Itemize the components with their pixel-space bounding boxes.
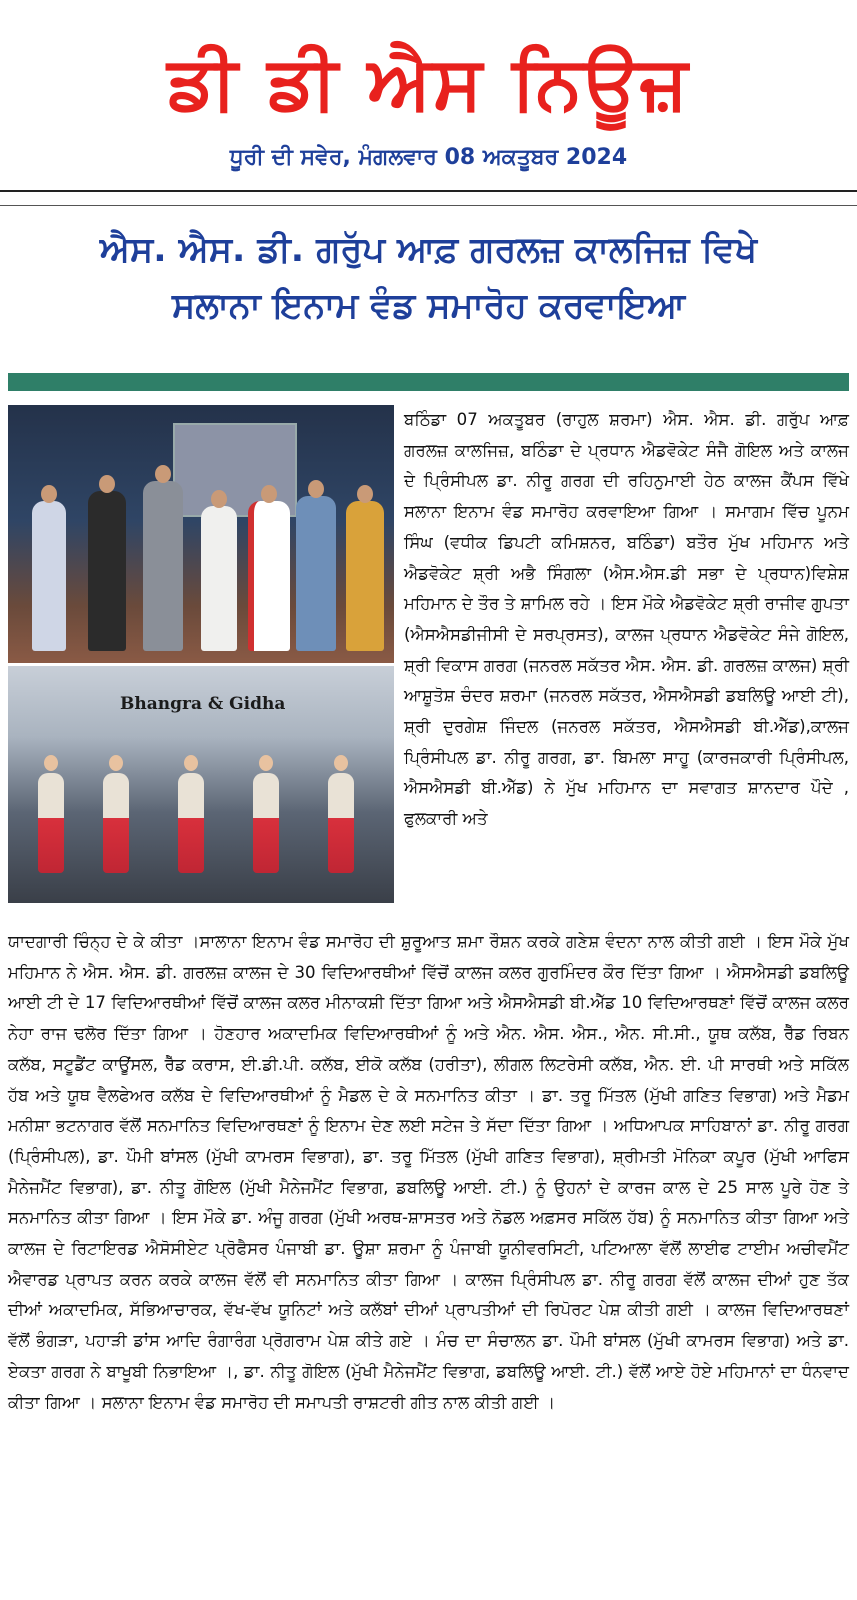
headline <box>8 222 849 334</box>
dancer-head <box>259 755 273 771</box>
dancer-head <box>109 755 123 771</box>
figure-head <box>308 480 324 498</box>
dancer-head <box>184 755 198 771</box>
figure-head <box>155 465 171 483</box>
stage-banner: Bhangra & Gidha <box>120 694 286 714</box>
dancer <box>253 773 279 873</box>
dancer <box>103 773 129 873</box>
figure <box>32 501 66 651</box>
dancer-head <box>44 755 58 771</box>
headline-line-1: ਐਸ. ਐਸ. ਡੀ. ਗਰੁੱਪ ਆਫ਼ ਗਰਲਜ਼ ਕਾਲਜਿਜ਼ ਵਿਖੇ <box>99 230 758 270</box>
figure <box>143 481 183 651</box>
article-full-width-text: ਯਾਦਗਾਰੀ ਚਿੰਨ੍ਹ ਦੇ ਕੇ ਕੀਤਾ ।ਸਾਲਾਨਾ ਇਨਾਮ ਵੰਡ ਸਮਾਰੋਹ ਦੀ ਸ਼ੁਰੂਆਤ ਸ਼ਮਾ ਰੌਸ਼ਨ ਕਰਕੇ ਗਣੇਸ਼ ਵੰਦਨਾ ਨਾਲ ਕੀਤੀ ਗਈ । ਇਸ ਮੌਕੇ ਮੁੱਖ ਮਹਿਮਾਨ ਨੇ ਐਸ. ਐਸ. ਡੀ. ਗਰਲਜ਼ ਕਾਲਜ ਦੇ 30 ਵਿਦਿਆਰਥੀਆਂ ਵਿੱਚੋਂ ਕਾਲਜ ਕਲਰ ਗੁਰਮਿੰਦਰ ਕੌਰ ਦਿੱਤਾ ਗਿਆ । ਐਸਐਸਡੀ ਡਬਲਿਊ ਆਈ ਟੀ ਦੇ 17 ਵਿਦਿਆਰਥੀਆਂ ਵਿੱਚੋਂ ਕਾਲਜ ਕਲਰ ਮੀਨਾਕਸ਼ੀ ਦਿੱਤਾ ਗਿਆ ਅਤੇ ਐਸਐਸਡੀ ਬੀ.ਐੱਡ 10 ਵਿਦਿਆਰਥਣਾਂ ਵਿੱਚੋਂ ਕਾਲਜ ਕਲਰ ਨੇਹਾ ਰਾਜ ਢਲੋਰ ਦਿੱਤਾ ਗਿਆ । ਹੋਣਹਾਰ ਅਕਾਦਮਿਕ ਵਿਦਿਆਰਥੀਆਂ ਨੂੰ ਅਤੇ ਐਨ. ਐਸ. ਐਸ., ਐਨ. ਸੀ.ਸੀ., ਯੂਥ ਕਲੱਬ, ਰੈੱਡ ਰਿਬਨ ਕਲੱਬ, ਸਟੂਡੈਂਟ ਕਾਊਂਸਲ, ਰੈੱਡ ਕਰਾਸ, ਈ.ਡੀ.ਪੀ. ਕਲੱਬ, ਈਕੋ ਕਲੱਬ (ਹਰੀਤਾ), ਲੀਗਲ ਲਿਟਰੇਸੀ ਕਲੱਬ, ਐਨ. ਈ. ਪੀ ਸਾਰਥੀ ਅਤੇ ਸਕਿੱਲ ਹੱਬ ਅਤੇ ਯੂਥ ਵੈਲਫੇਅਰ ਕਲੱਬ ਦੇ ਵਿਦਿਆਰਥੀਆਂ ਨੂੰ ਮੈਡਲ ਦੇ ਕੇ ਸਨਮਾਨਿਤ ਕੀਤਾ । ਡਾ. ਤਰੂ ਮਿੱਤਲ (ਮੁੱਖੀ ਗਣਿਤ ਵਿਭਾਗ) ਅਤੇ ਮੈਡਮ ਮਨੀਸ਼ਾ ਭਟਨਾਗਰ ਵੱਲੋਂ ਸਨਮਾਨਿਤ ਵਿਦਿਆਰਥਣਾਂ ਨੂੰ ਇਨਾਮ ਦੇਣ ਲਈ ਸਟੇਜ ਤੇ ਸੱਦਾ ਦਿੱਤਾ ਗਿਆ । ਅਧਿਆਪਕ ਸਾਹਿਬਾਨਾਂ ਡਾ. ਨੀਰੂ ਗਰਗ (ਪ੍ਰਿੰਸੀਪਲ), ਡਾ. ਪੌਮੀ ਬਾਂਸਲ (ਮੁੱਖੀ ਕਾਮਰਸ ਵਿਭਾਗ), ਡਾ. ਤਰੂ ਮਿੱਤਲ (ਮੁੱਖੀ ਗਣਿਤ ਵਿਭਾਗ), ਸ਼੍ਰੀਮਤੀ ਮੋਨਿਕਾ ਕਪੂਰ (ਮੁੱਖੀ ਆਫਿਸ ਮੈਨੇਜਮੈਂਟ ਵਿਭਾਗ), ਡਾ. ਨੀਤੂ ਗੋਇਲ (ਮੁੱਖੀ ਮੈਨੇਜਮੈਂਟ ਵਿਭਾਗ, ਡਬਲਿਊ ਆਈ. ਟੀ.) ਨੂੰ ਉਹਨਾਂ ਦੇ ਕਾਰਜ ਕਾਲ ਦੇ 25 ਸਾਲ ਪੂਰੇ ਹੋਣ ਤੇ ਸਨਮਾਨਿਤ ਕੀਤਾ ਗਿਆ । ਇਸ ਮੌਕੇ ਡਾ. ਅੰਜੂ ਗਰਗ (ਮੁੱਖੀ ਅਰਥ-ਸ਼ਾਸਤਰ ਅਤੇ ਨੋਡਲ ਅਫ਼ਸਰ ਸਕਿੱਲ ਹੱਬ) ਨੂੰ ਸਨਮਾਨਿਤ ਕੀਤਾ ਗਿਆ ਅਤੇ ਕਾਲਜ ਦੇ ਰਿਟਾਇਰਡ ਐਸੋਸੀਏਟ ਪ੍ਰੋਫੈਸਰ ਪੰਜਾਬੀ ਡਾ. ਊਸ਼ਾ ਸ਼ਰਮਾ ਨੂੰ ਪੰਜਾਬੀ ਯੂਨੀਵਰਸਿਟੀ, ਪਟਿਆਲਾ ਵੱਲੋਂ ਲਾਈਫ ਟਾਈਮ ਅਚੀਵਮੈਂਟ ਐਵਾਰਡ ਪ੍ਰਾਪਤ ਕਰਨ ਕਰਕੇ ਕਾਲਜ ਵੱਲੋਂ ਵੀ ਸਨਮਾਨਿਤ ਕੀਤਾ ਗਿਆ । ਕਾਲਜ ਪ੍ਰਿੰਸੀਪਲ ਡਾ. ਨੀਰੂ ਗਰਗ ਵੱਲੋਂ ਕਾਲਜ ਦੀਆਂ ਹੁਣ ਤੱਕ ਦੀਆਂ ਅਕਾਦਮਿਕ, ਸੱਭਿਆਚਾਰਕ, ਵੱਖ-ਵੱਖ ਯੂਨਿਟਾਂ ਅਤੇ ਕਲੱਬਾਂ ਦੀਆਂ ਪ੍ਰਾਪਤੀਆਂ ਦੀ ਰਿਪੋਰਟ ਪੇਸ਼ ਕੀਤੀ ਗਈ । ਕਾਲਜ ਵਿਦਿਆਰਥਣਾਂ ਵੱਲੋਂ ਭੰਗੜਾ, ਪਹਾੜੀ ਡਾਂਸ ਆਦਿ ਰੰਗਾਰੰਗ ਪ੍ਰੋਗਰਾਮ ਪੇਸ਼ ਕੀਤੇ ਗਏ । ਮੰਚ ਦਾ ਸੰਚਾਲਨ ਡਾ. ਪੌਮੀ ਬਾਂਸਲ (ਮੁੱਖੀ ਕਾਮਰਸ ਵਿਭਾਗ) ਅਤੇ ਡਾ. ਏਕਤਾ ਗਰਗ ਨੇ ਬਾਖੂਬੀ ਨਿਭਾਇਆ ।, ਡਾ. ਨੀਤੂ ਗੋਇਲ (ਮੁੱਖੀ ਮੈਨੇਜਮੈਂਟ ਵਿਭਾਗ, ਡਬਲਿਊ ਆਈ. ਟੀ.) ਵੱਲੋਂ ਆਏ ਹੋਏ ਮਹਿਮਾਨਾਂ ਦਾ ਧੰਨਵਾਦ ਕੀਤਾ ਗਿਆ । ਸਲਾਨਾ ਇਨਾਮ ਵੰਡ ਸਮਾਰੋਹ ਦੀ ਸਮਾਪਤੀ ਰਾਸ਼ਟਰੀ ਗੀਤ ਨਾਲ ਕੀਤੀ ਗਈ । <box>8 932 849 1412</box>
figure-head <box>357 485 373 503</box>
figure-head <box>261 485 277 503</box>
figure-head <box>41 485 57 503</box>
figure <box>88 491 126 651</box>
newspaper-brand: ਡੀ ਡੀ ਐਸ ਨਿਊਜ਼ <box>167 40 690 126</box>
dancer <box>38 773 64 873</box>
dancer <box>178 773 204 873</box>
dancer-head <box>334 755 348 771</box>
divider-bottom <box>0 205 857 206</box>
dancer <box>328 773 354 873</box>
figure <box>296 496 336 651</box>
color-band <box>8 373 849 391</box>
divider-top <box>0 190 857 192</box>
figure <box>248 501 290 651</box>
article-column-text: ਬਠਿੰਡਾ 07 ਅਕਤੂਬਰ (ਰਾਹੁਲ ਸ਼ਰਮਾ) ਐਸ. ਐਸ. ਡੀ. ਗਰੁੱਪ ਆਫ਼ ਗਰਲਜ਼ ਕਾਲਜਿਜ਼, ਬਠਿੰਡਾ ਦੇ ਪ੍ਰਧਾਨ ਐਡਵੋਕੇਟ ਸੰਜੈ ਗੋਇਲ ਅਤੇ ਕਾਲਜ ਦੇ ਪ੍ਰਿੰਸੀਪਲ ਡਾ. ਨੀਰੂ ਗਰਗ ਦੀ ਰਹਿਨੁਮਾਈ ਹੇਠ ਕਾਲਜ ਕੈਂਪਸ ਵਿੱਖੇ ਸਲਾਨਾ ਇਨਾਮ ਵੰਡ ਸਮਾਰੋਹ ਕਰਵਾਇਆ ਗਿਆ । ਸਮਾਗਮ ਵਿੱਚ ਪੂਨਮ ਸਿੰਘ (ਵਧੀਕ ਡਿਪਟੀ ਕਮਿਸ਼ਨਰ, ਬਠਿੰਡਾ) ਬਤੌਰ ਮੁੱਖ ਮਹਿਮਾਨ ਅਤੇ ਐਡਵੋਕੇਟ ਸ਼੍ਰੀ ਅਭੈ ਸਿੰਗਲਾ (ਐਸ.ਐਸ.ਡੀ ਸਭਾ ਦੇ ਪ੍ਰਧਾਨ)ਵਿਸ਼ੇਸ਼ ਮਹਿਮਾਨ ਦੇ ਤੌਰ ਤੇ ਸ਼ਾਮਿਲ ਰਹੇ । ਇਸ ਮੌਕੇ ਐਡਵੋਕੇਟ ਸ਼੍ਰੀ ਰਾਜੀਵ ਗੁਪਤਾ (ਐਸਐਸਡੀਜੀਸੀ ਦੇ ਸਰਪ੍ਰਸਤ), ਕਾਲਜ ਪ੍ਰਧਾਨ ਐਡਵੋਕੇਟ ਸੰਜੇ ਗੋਇਲ, ਸ਼੍ਰੀ ਵਿਕਾਸ ਗਰਗ (ਜਨਰਲ ਸਕੱਤਰ ਐਸ. ਐਸ. ਡੀ. ਗਰਲਜ਼ ਕਾਲਜ) ਸ਼੍ਰੀ ਆਸ਼ੂਤੋਸ਼ ਚੰਦਰ ਸ਼ਰਮਾ (ਜਨਰਲ ਸਕੱਤਰ, ਐਸਐਸਡੀ ਡਬਲਿਊ ਆਈ ਟੀ), ਸ਼੍ਰੀ ਦੁਰਗੇਸ਼ ਜਿੰਦਲ (ਜਨਰਲ ਸਕੱਤਰ, ਐਸਐਸਡੀ ਬੀ.ਐੱਡ),ਕਾਲਜ ਪ੍ਰਿੰਸੀਪਲ ਡਾ. ਨੀਰੂ ਗਰਗ, ਡਾ. ਬਿਮਲਾ ਸਾਹੂ (ਕਾਰਜਕਾਰੀ ਪ੍ਰਿੰਸੀਪਲ, ਐਸਐਸਡੀ ਬੀ.ਐੱਡ) ਨੇ ਮੁੱਖ ਮਹਿਮਾਨ ਦਾ ਸਵਾਗਤ ਸ਼ਾਨਦਾਰ ਪੌਦੇ , ਫੁਲਕਾਰੀ ਅਤੇ <box>404 410 849 829</box>
photo-award-ceremony <box>8 405 394 663</box>
figure <box>201 506 237 651</box>
dateline: ਧੂਰੀ ਦੀ ਸਵੇਰ, ਮੰਗਲਵਾਰ 08 ਅਕਤੂਬਰ 2024 <box>229 145 628 170</box>
figure-head <box>99 475 115 493</box>
figure-head <box>211 490 227 508</box>
photo-dance-performance <box>8 666 394 903</box>
figure <box>346 501 384 651</box>
headline-line-2: ਸਲਾਨਾ ਇਨਾਮ ਵੰਡ ਸਮਾਰੋਹ ਕਰਵਾਇਆ <box>171 286 686 326</box>
